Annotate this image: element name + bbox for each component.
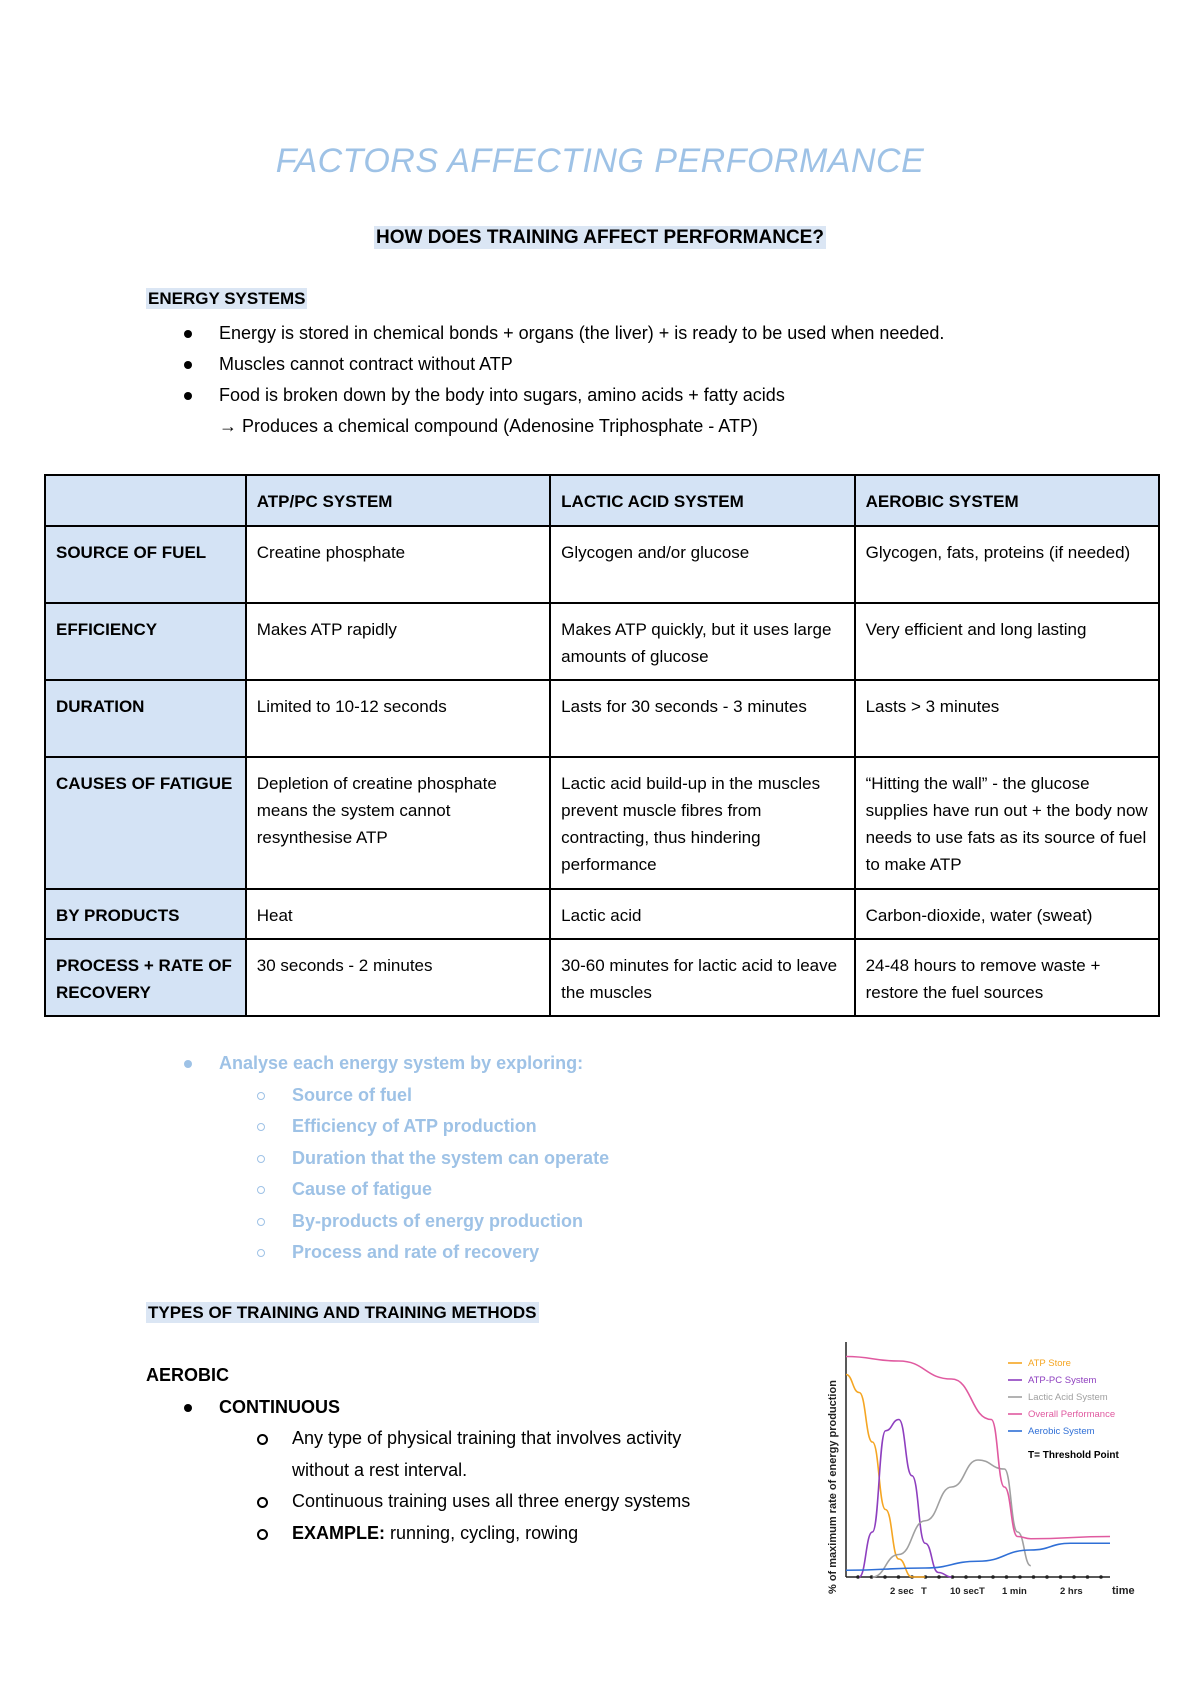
table-header-cell bbox=[45, 475, 246, 526]
x-tick-label: T bbox=[921, 1586, 927, 1597]
table-cell: Lactic acid build-up in the muscles prevent muscle fibres from contracting, thus hindering performance bbox=[550, 757, 854, 889]
axis-dot bbox=[1032, 1575, 1036, 1579]
axis-dot bbox=[1072, 1575, 1076, 1579]
list-item bbox=[146, 318, 944, 349]
circle-bullet-icon bbox=[257, 1249, 265, 1257]
table-cell: “Hitting the wall” - the glucose supplies have run out + the body now needs to use fats as its source of fuel to make ATP bbox=[855, 757, 1159, 889]
table-cell: Lasts > 3 minutes bbox=[855, 680, 1159, 757]
x-tick-label: 10 sec bbox=[950, 1586, 980, 1597]
training-item: Any type of physical training that involves activity bbox=[292, 1428, 682, 1448]
table-cell: Very efficient and long lasting bbox=[855, 603, 1159, 680]
bullet-icon bbox=[184, 1404, 192, 1412]
list-item bbox=[146, 380, 944, 411]
bullet-text: Muscles cannot contract without ATP bbox=[219, 354, 513, 374]
circle-bullet-icon bbox=[257, 1218, 265, 1226]
table-cell: Makes ATP quickly, but it uses large amounts of glucose bbox=[550, 603, 854, 680]
training-item: without a rest interval. bbox=[292, 1459, 468, 1480]
bullet-icon bbox=[184, 361, 192, 369]
table-cell: Heat bbox=[246, 889, 550, 939]
axis-dot bbox=[964, 1575, 968, 1579]
table-cell: Makes ATP rapidly bbox=[246, 603, 550, 680]
analyse-item: Efficiency of ATP production bbox=[292, 1116, 537, 1136]
table-cell: Lactic acid bbox=[550, 889, 854, 939]
training-item: Continuous training uses all three energy systems bbox=[292, 1491, 691, 1511]
analyse-item: By-products of energy production bbox=[292, 1210, 584, 1231]
table-cell: 24-48 hours to remove waste + restore the fuel sources bbox=[855, 939, 1159, 1016]
x-tick-label: 1 min bbox=[1002, 1586, 1027, 1597]
energy-heading-text: ENERGY SYSTEMS bbox=[148, 289, 306, 308]
continuation-text: → Produces a chemical compound (Adenosine Triphosphate - ATP) bbox=[219, 416, 758, 436]
analyse-item: Process and rate of recovery bbox=[292, 1242, 540, 1262]
table-row bbox=[45, 889, 1159, 939]
analyse-list bbox=[146, 1048, 609, 1269]
axis-dot bbox=[1045, 1575, 1049, 1579]
aerobic-section bbox=[146, 1360, 690, 1549]
list-item-continuation bbox=[146, 411, 944, 442]
analyse-item: Duration that the system can operate bbox=[292, 1147, 610, 1168]
circle-bullet-icon bbox=[257, 1497, 268, 1508]
table-cell: Creatine phosphate bbox=[246, 526, 550, 603]
bullet-icon bbox=[184, 330, 192, 338]
axis-dot bbox=[1099, 1575, 1103, 1579]
axis-dot bbox=[1059, 1575, 1063, 1579]
row-header-cell: SOURCE OF FUEL bbox=[45, 526, 246, 603]
table-cell: Depletion of creatine phosphate means the system cannot resynthesise ATP bbox=[246, 757, 550, 889]
list-item bbox=[146, 1080, 609, 1112]
analyse-item: Source of fuel bbox=[292, 1084, 413, 1105]
page-subtitle bbox=[0, 227, 1200, 249]
legend-label: Lactic Acid System bbox=[1028, 1392, 1108, 1403]
list-item bbox=[146, 1111, 609, 1143]
list-item-continuation bbox=[146, 1455, 690, 1487]
series-line-lactic-acid-system bbox=[872, 1460, 1030, 1577]
circle-bullet-icon bbox=[257, 1529, 268, 1540]
list-item bbox=[146, 1237, 609, 1269]
axis-dot bbox=[1018, 1575, 1022, 1579]
row-header-cell: PROCESS + RATE OF RECOVERY bbox=[45, 939, 246, 1016]
axis-dot bbox=[1005, 1575, 1009, 1579]
legend-label: ATP-PC System bbox=[1028, 1375, 1097, 1386]
energy-bullet-list bbox=[146, 318, 944, 442]
row-header-cell: DURATION bbox=[45, 680, 246, 757]
list-item bbox=[146, 1143, 609, 1175]
chart-series bbox=[846, 1357, 1110, 1578]
axis-dot bbox=[991, 1575, 995, 1579]
row-header-cell: CAUSES OF FATIGUE bbox=[45, 757, 246, 889]
table-row bbox=[45, 939, 1159, 1016]
legend-label: Overall Performance bbox=[1028, 1409, 1116, 1420]
row-header-cell: EFFICIENCY bbox=[45, 603, 246, 680]
table-cell: Limited to 10-12 seconds bbox=[246, 680, 550, 757]
table-row bbox=[45, 603, 1159, 680]
axis-dot bbox=[897, 1575, 901, 1579]
legend-label: Aerobic System bbox=[1028, 1426, 1095, 1437]
table-header-cell: LACTIC ACID SYSTEM bbox=[550, 475, 854, 526]
list-item bbox=[146, 1486, 690, 1518]
energy-systems-table bbox=[44, 474, 1160, 1017]
page-title: FACTORS AFFECTING PERFORMANCE bbox=[275, 142, 925, 180]
axis-dot bbox=[883, 1575, 887, 1579]
energy-systems-heading bbox=[146, 289, 307, 309]
chart-ylabel: % of maximum rate of energy production bbox=[827, 1380, 839, 1594]
table-header-row bbox=[45, 475, 1159, 526]
circle-bullet-icon bbox=[257, 1123, 265, 1131]
table-row bbox=[45, 680, 1159, 757]
axis-dot bbox=[937, 1575, 941, 1579]
circle-bullet-icon bbox=[257, 1155, 265, 1163]
chart-legend bbox=[1008, 1358, 1115, 1437]
x-tick-label: 2 hrs bbox=[1060, 1586, 1083, 1597]
bullet-text: Energy is stored in chemical bonds + organs (the liver) + is ready to be used when needed. bbox=[219, 323, 945, 343]
subtitle-text: HOW DOES TRAINING AFFECT PERFORMANCE? bbox=[376, 227, 824, 248]
table-cell: Carbon-dioxide, water (sweat) bbox=[855, 889, 1159, 939]
list-item bbox=[146, 349, 944, 380]
list-item bbox=[146, 1518, 690, 1550]
list-item bbox=[146, 1392, 690, 1424]
example-label: EXAMPLE: bbox=[292, 1522, 386, 1543]
table-header-cell: AEROBIC SYSTEM bbox=[855, 475, 1159, 526]
list-item bbox=[146, 1174, 609, 1206]
list-item bbox=[146, 1423, 690, 1455]
analyse-lead: Analyse each energy system by exploring: bbox=[219, 1053, 584, 1073]
bullet-icon bbox=[184, 1060, 192, 1068]
table-cell: Lasts for 30 seconds - 3 minutes bbox=[550, 680, 854, 757]
bullet-icon bbox=[184, 392, 192, 400]
table-row bbox=[45, 526, 1159, 603]
training-heading bbox=[146, 1303, 539, 1323]
x-tick-label: 2 sec bbox=[890, 1586, 914, 1597]
energy-systems-chart bbox=[820, 1332, 1150, 1602]
aerobic-heading: AEROBIC bbox=[146, 1365, 230, 1385]
table-cell: Glycogen and/or glucose bbox=[550, 526, 854, 603]
circle-bullet-icon bbox=[257, 1092, 265, 1100]
axis-dot bbox=[978, 1575, 982, 1579]
continuous-label: CONTINUOUS bbox=[219, 1396, 340, 1417]
table-cell: 30-60 minutes for lactic acid to leave the muscles bbox=[550, 939, 854, 1016]
list-item bbox=[146, 1206, 609, 1238]
circle-bullet-icon bbox=[257, 1434, 268, 1445]
table-cell: Glycogen, fats, proteins (if needed) bbox=[855, 526, 1159, 603]
table-row bbox=[45, 757, 1159, 889]
axis-dot bbox=[1086, 1575, 1090, 1579]
bullet-text: Food is broken down by the body into sugars, amino acids + fatty acids bbox=[219, 385, 785, 405]
legend-threshold-note: T= Threshold Point bbox=[1028, 1450, 1119, 1461]
example-text: running, cycling, rowing bbox=[385, 1522, 579, 1543]
chart-xlabel: time bbox=[1112, 1585, 1135, 1597]
analyse-item: Cause of fatigue bbox=[292, 1179, 433, 1199]
table-cell: 30 seconds - 2 minutes bbox=[246, 939, 550, 1016]
x-tick-labels bbox=[890, 1586, 1083, 1597]
row-header-cell: BY PRODUCTS bbox=[45, 889, 246, 939]
legend-label: ATP Store bbox=[1028, 1358, 1071, 1369]
list-item bbox=[146, 1048, 609, 1080]
x-tick-label: T bbox=[979, 1586, 985, 1597]
training-heading-text: TYPES OF TRAINING AND TRAINING METHODS bbox=[148, 1303, 537, 1322]
table-header-cell: ATP/PC SYSTEM bbox=[246, 475, 550, 526]
circle-bullet-icon bbox=[257, 1186, 265, 1194]
